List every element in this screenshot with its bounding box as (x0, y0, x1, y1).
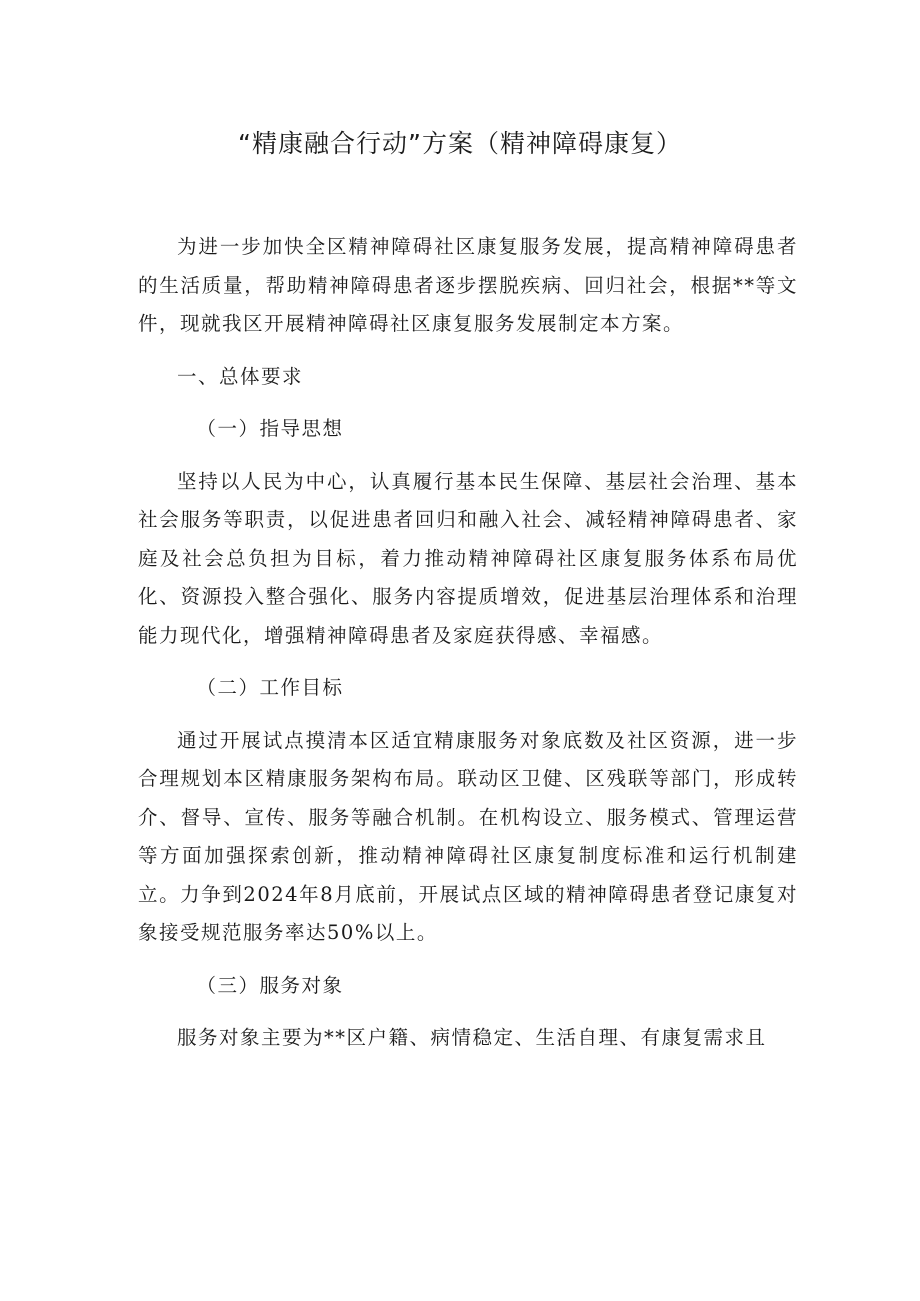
document-body (138, 228, 798, 1058)
document-title: “精康融合行动”方案（精神障碍康复） (238, 129, 682, 158)
service-targets-paragraph: 服务对象主要为**区户籍、病情稳定、生活自理、有康复需求且 (177, 1026, 767, 1049)
work-goals-paragraph: 通过开展试点摸清本区适宜精康服务对象底数及社区资源，进一步合理规划本区精康服务架构布局。联动区卫健、区残联等部门，形成转介、督导、宣传、服务等融合机制。在机构设立、服务模式、管理运营等方面加强探索创新，推动精神障碍社区康复制度标准和运行机制建立。力争到2024年8月底前，开展试点区域的精神障碍患者登记康复对象接受规范服务率达50%以上。 (138, 728, 798, 944)
guiding-ideology-paragraph: 坚持以人民为中心，认真履行基本民生保障、基层社会治理、基本社会服务等职责，以促进患者回归和融入社会、减轻精神障碍患者、家庭及社会总负担为目标，着力推动精神障碍社区康复服务体系布局优化、资源投入整合强化、服务内容提质增效，促进基层治理体系和治理能力现代化，增强精神障碍患者及家庭获得感、幸福感。 (138, 469, 798, 647)
section-heading-overall-requirements: 一、总体要求 (177, 364, 304, 388)
subsection-heading-guiding-ideology: （一）指导思想 (196, 417, 344, 440)
subsection-heading-service-targets: （三）服务对象 (196, 973, 344, 997)
intro-paragraph: 为进一步加快全区精神障碍社区康复服务发展，提高精神障碍患者的生活质量，帮助精神障碍患者逐步摆脱疾病、回归社会，根据**等文件，现就我区开展精神障碍社区康复服务发展制定本方案。 (138, 235, 798, 335)
subsection-heading-work-goals: （二）工作目标 (196, 676, 344, 699)
